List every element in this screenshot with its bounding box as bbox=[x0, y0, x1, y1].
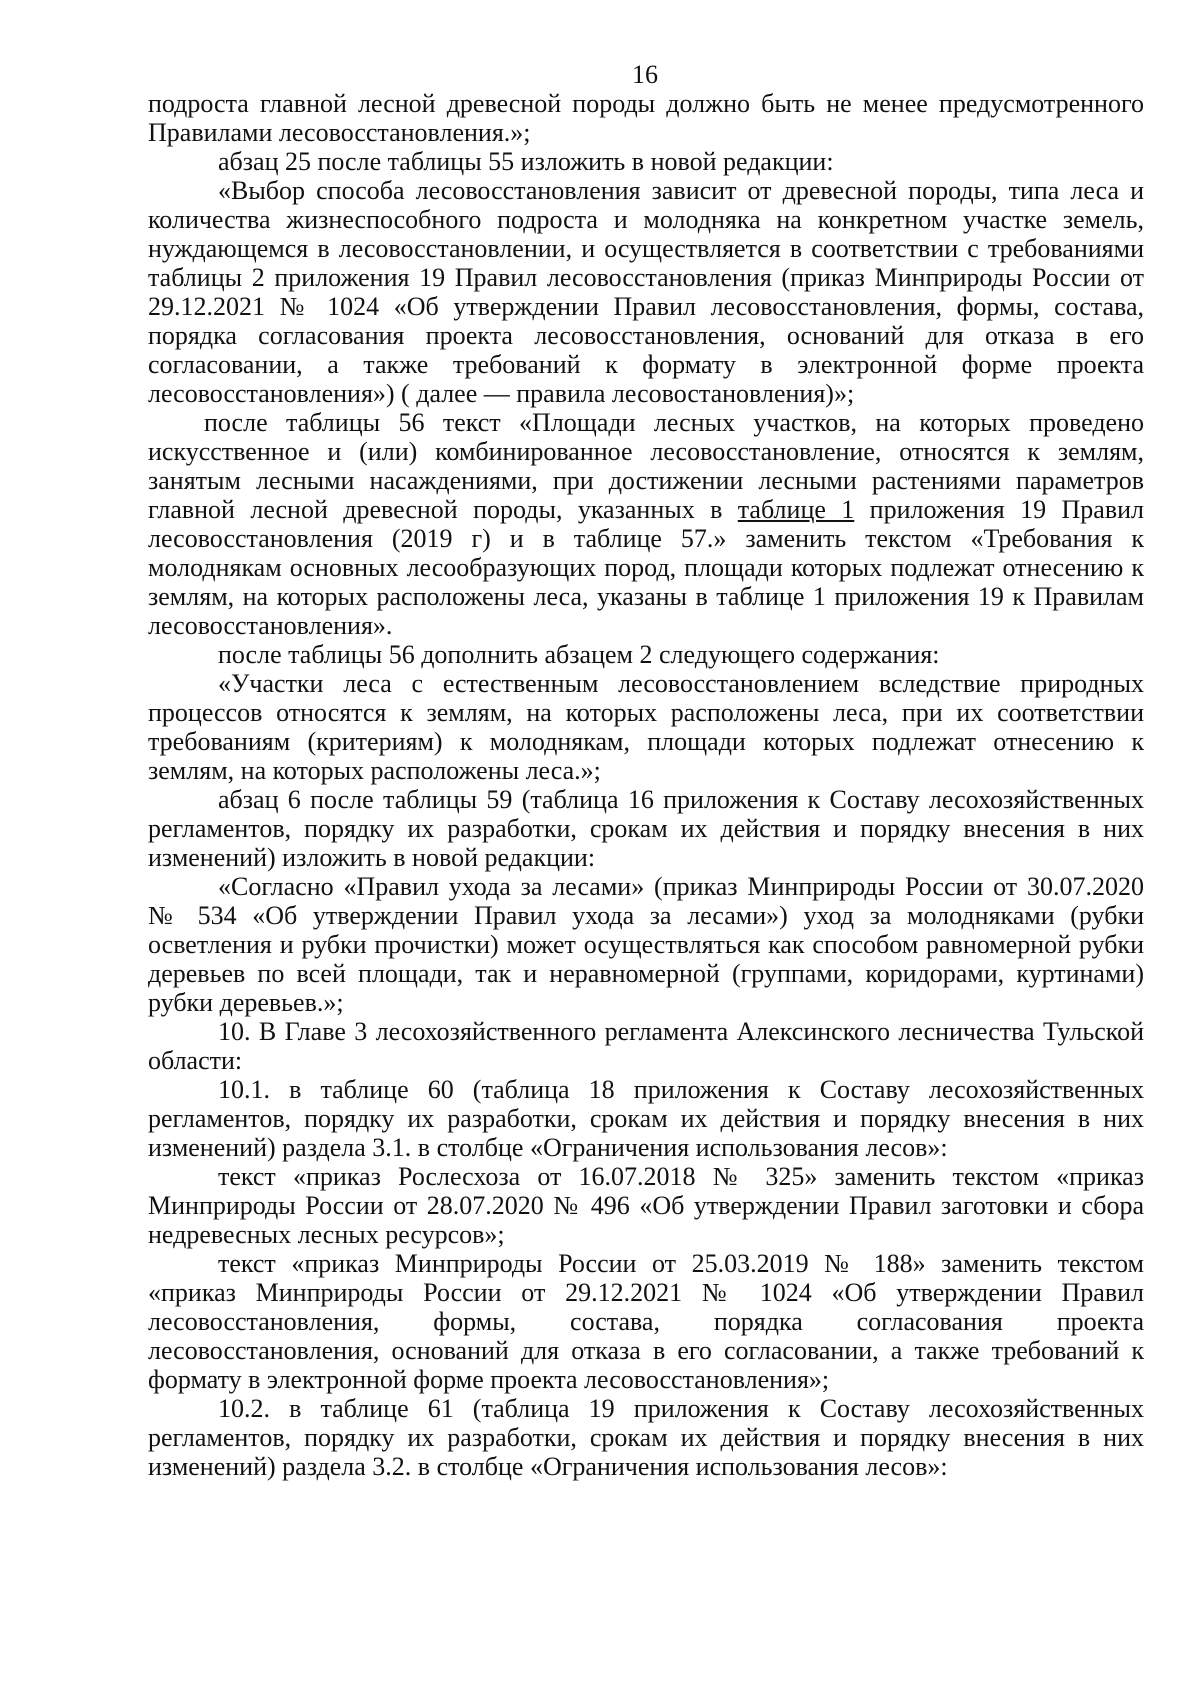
paragraph-quote: «Выбор способа лесовосстановления зависит от древесной породы, типа леса и количества жизнеспособного подроста и молодняка на конкретном участке земель, нуждающемся в лесовосстановлении, и осуществляется в соответствии с требованиями таблицы 2 приложения 19 Правил лесовосстановления (приказ Минприроды России от 29.12.2021 № 1024 «Об утверждении Правил лесовосстановления, формы, состава, порядка согласования проекта лесовосстановления, оснований для отказа в его согласовании, а также требований к формату в электронной форме проекта лесовосстановления») ( далее — правила лесовостановления)»; bbox=[148, 176, 1144, 408]
paragraph-text: приложения 19 Правил лесовосстановления (2019 г) и в таблице 57.» заменить текстом «Требования к молоднякам основных лесообразующих пород, площади которых подлежат отнесению к землям, на которых расположены леса, указаны в таблице 1 приложения 19 к Правилам лесовосстановления». bbox=[148, 495, 1145, 640]
document-body bbox=[148, 89, 1144, 1481]
paragraph-instruction: абзац 25 после таблицы 55 изложить в новой редакции: bbox=[218, 147, 834, 176]
paragraph-section-10-2: 10.2. в таблице 61 (таблица 19 приложения к Составу лесохозяйственных регламентов, порядку их разработки, срокам их действия и порядку внесения в них изменений) раздела 3.2. в столбце «Ограничения использования лесов»: bbox=[148, 1394, 1144, 1481]
paragraph-replacement: текст «приказ Рослесхоза от 16.07.2018 № 325» заменить текстом «приказ Минприроды России от 28.07.2020 № 496 «Об утверждении Правил заготовки и сбора недревесных лесных ресурсов»; bbox=[148, 1162, 1144, 1249]
paragraph-instruction: после таблицы 56 дополнить абзацем 2 следующего содержания: bbox=[218, 640, 940, 669]
paragraph-replacement bbox=[148, 408, 1144, 640]
paragraph-section-10-1: 10.1. в таблице 60 (таблица 18 приложения к Составу лесохозяйственных регламентов, порядку их разработки, срокам их действия и порядку внесения в них изменений) раздела 3.1. в столбце «Ограничения использования лесов»: bbox=[148, 1075, 1144, 1162]
paragraph-quote: «Участки леса с естественным лесовосстановлением вследствие природных процессов относятся к землям, на которых расположены леса, при их соответствии требованиям (критериям) к молоднякам, площади которых подлежат отнесению к землям, на которых расположены леса.»; bbox=[148, 669, 1144, 785]
page-number: 16 bbox=[632, 60, 658, 89]
paragraph-continuation: подроста главной лесной древесной породы должно быть не менее предусмотренного Правилами лесовосстановления.»; bbox=[148, 89, 1144, 147]
paragraph-replacement: текст «приказ Минприроды России от 25.03.2019 № 188» заменить текстом «приказ Минприроды России от 29.12.2021 № 1024 «Об утверждении Правил лесовосстановления, формы, состава, порядка согласования проекта лесовосстановления, оснований для отказа в его согласовании, а также требований к формату в электронной форме проекта лесовосстановления»; bbox=[148, 1249, 1144, 1394]
paragraph-instruction: абзац 6 после таблицы 59 (таблица 16 приложения к Составу лесохозяйственных регламентов, порядку их разработки, срокам их действия и порядку внесения в них изменений) изложить в новой редакции: bbox=[148, 785, 1144, 872]
paragraph-section-10: 10. В Главе 3 лесохозяйственного регламента Алексинского лесничества Тульской области: bbox=[148, 1017, 1144, 1075]
paragraph-quote: «Согласно «Правил ухода за лесами» (приказ Минприроды России от 30.07.2020 № 534 «Об утверждении Правил ухода за лесами») уход за молодняками (рубки осветления и рубки прочистки) может осуществляться как способом равномерной рубки деревьев по всей площади, так и неравномерной (группами, коридорами, куртинами) рубки деревьев.»; bbox=[148, 872, 1144, 1017]
paragraph-text: после таблицы 56 текст «Площади лесных участков, на которых проведено искусственное и (или) комбинированное лесовосстановление, относятся к землям, занятым лесными насаждениями, при достижении лесными растениями параметров главной лесной древесной породы, указанных в bbox=[148, 408, 1144, 524]
underlined-reference: таблице 1 bbox=[737, 495, 855, 524]
